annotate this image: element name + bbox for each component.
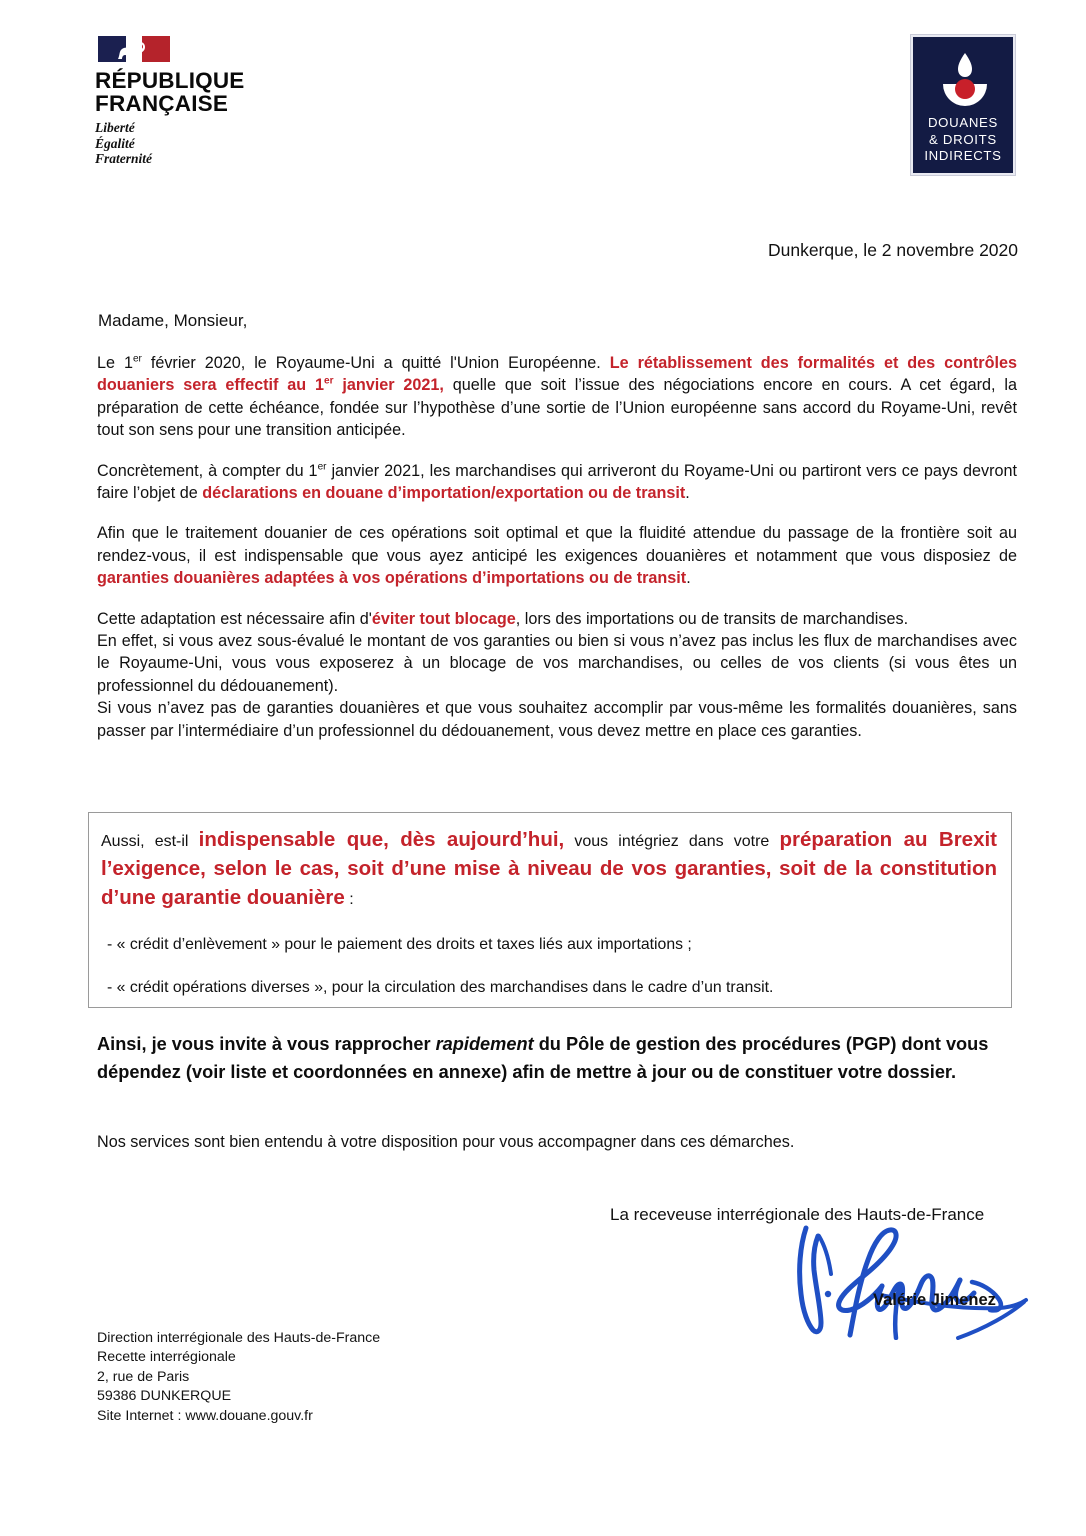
callout-highlight-1: indispensable que, dès aujourd’hui, — [198, 828, 565, 851]
motto-egalite: Égalité — [95, 135, 135, 151]
salutation: Madame, Monsieur, — [98, 311, 248, 330]
callout-list-item-1: - « crédit d’enlèvement » pour le paiement des droits et taxes liés aux importations ; — [107, 936, 692, 953]
letterhead — [0, 0, 1086, 190]
p2-part-c: . — [685, 484, 690, 503]
douanes-logo-text — [913, 115, 1013, 165]
paragraph-4 — [97, 608, 1017, 630]
callout-list-item-2: - « crédit opérations diverses », pour la circulation des marchandises dans le cadre d’un transit. — [107, 979, 774, 996]
republique-francaise-title — [95, 69, 395, 115]
callout-lead-c: : — [344, 891, 354, 908]
motto-liberte: Liberté — [95, 120, 135, 135]
date-line: Dunkerque, le 2 novembre 2020 — [767, 240, 1018, 260]
handwritten-signature-icon — [786, 1222, 1031, 1340]
paragraph-5: En effet, si vous avez sous-évalué le montant de vos garanties ou bien si vous n’avez pas inclus les flux de marchandises avec le Royaume-Uni, vous vous exposerez à un blocage de vos marchandises, ou celles de vos clients (si vous êtes un professionnel du dédouanement). — [97, 632, 1017, 695]
highlight-box — [88, 812, 1012, 1008]
douanes-line-3: INDIRECTS — [924, 148, 1002, 163]
footer-address-block — [97, 1329, 380, 1426]
p4-part-b: , lors des importations ou de transits de marchandises. — [515, 609, 909, 628]
signatory-title: La receveuse interrégionale des Hauts-de-France — [610, 1205, 985, 1224]
p1-part-a: Le 1 — [97, 354, 133, 372]
closing-normal-paragraph: Nos services sont bien entendu à votre disposition pour vous accompagner dans ces démarches. — [97, 1133, 795, 1151]
republic-motto — [95, 120, 395, 167]
p4-highlight: éviter tout blocage — [371, 609, 516, 628]
callout-lead-b: vous intégriez dans votre — [564, 833, 780, 850]
closing-part-b: du Pôle de gestion des procédures (PGP) dont vous dépendez (voir liste et coordonnées en annexe) afin de mettre à jour ou de constituer votre dossier. — [97, 1034, 989, 1082]
callout-lead-text — [101, 826, 997, 913]
footer-line-2: Recette interrégionale — [97, 1349, 236, 1366]
footer-line-5: Site Internet : www.douane.gouv.fr — [97, 1407, 313, 1424]
p2-part-a: Concrètement, à compter du 1 — [97, 461, 318, 480]
paragraph-1 — [97, 352, 1017, 442]
rf-line-1: RÉPUBLIQUE — [95, 68, 245, 93]
rf-line-2: FRANÇAISE — [95, 91, 229, 116]
french-flag-marianne-icon — [98, 36, 170, 62]
p1-part-b: février 2020, le Royaume-Uni a quitté l'Union Européenne. — [141, 354, 610, 372]
p1-part-c: quelle que soit l’issue des négociations encore en cours. A cet égard, la préparation de cette échéance, fondée sur l’hypothèse d’une sortie de l’Union européenne sans accord du Royame-Uni, revêt tout son sens pour une transition anticipée. — [97, 376, 1018, 440]
callout-lead-a: Aussi, est-il — [101, 833, 199, 850]
p1-highlight-1: Le rétablissement des formalités et des contrôles douaniers sera effectif au 1 — [97, 354, 1017, 395]
callout-highlight-2: préparation au Brexit l’exigence, selon le cas, soit d’une mise à niveau de vos garanties, soit de la constitution d’une garantie douanière — [101, 828, 997, 909]
p1-highlight-2: janvier 2021, — [333, 376, 444, 395]
p2-highlight: déclarations en douane d’importation/exportation ou de transit — [202, 484, 686, 503]
footer-line-1: Direction interrégionale des Hauts-de-France — [97, 1330, 381, 1346]
republique-francaise-logo — [95, 36, 395, 167]
closing-bold-paragraph — [97, 1030, 1019, 1086]
marianne-silhouette-icon — [116, 38, 150, 60]
paragraph-2 — [97, 460, 1017, 505]
p2-sup-er: er — [317, 461, 327, 473]
p1-sup-er: er — [132, 353, 142, 365]
douanes-droits-indirects-logo — [911, 35, 1015, 175]
p3-part-a: Afin que le traitement douanier de ces opérations soit optimal et que la fluidité attendue du passage de la frontière soit au rendez-vous, il est indispensable que vous ayez anticipé les exigences douanières et notamment que vous disposiez de — [97, 524, 1017, 565]
paragraph-3 — [97, 522, 1017, 589]
letter-body — [97, 352, 1017, 742]
closing-part-a: Ainsi, je vous invite à vous rapprocher — [97, 1034, 436, 1054]
paragraph-6: Si vous n’avez pas de garanties douanières et que vous souhaitez accomplir par vous-même les formalités douanières, sans passer par l’intermédiaire d’un professionnel du dédouanement, vous devez mettre en place ces garanties. — [97, 699, 1017, 740]
douanes-line-1: DOUANES — [927, 115, 999, 130]
customs-flame-bowl-icon — [913, 48, 1017, 114]
p4-part-a: Cette adaptation est nécessaire afin d' — [97, 609, 372, 628]
p1-highlight-sup: er — [324, 376, 334, 388]
closing-emphasis: rapidement — [435, 1034, 534, 1054]
p3-part-b: . — [686, 569, 691, 588]
footer-line-3: 2, rue de Paris — [97, 1368, 190, 1385]
p3-highlight: garanties douanières adaptées à vos opérations d’importations ou de transit — [97, 569, 687, 588]
douanes-line-2: & DROITS — [929, 131, 997, 147]
signatory-name: Valérie Jimenez — [873, 1291, 996, 1309]
p2-part-b: janvier 2021, les marchandises qui arriveront du Royame-Uni ou partiront vers ce pays devront faire l’objet de — [97, 461, 1017, 503]
motto-fraternite: Fraternité — [95, 151, 153, 166]
footer-line-4: 59386 DUNKERQUE — [97, 1388, 232, 1405]
